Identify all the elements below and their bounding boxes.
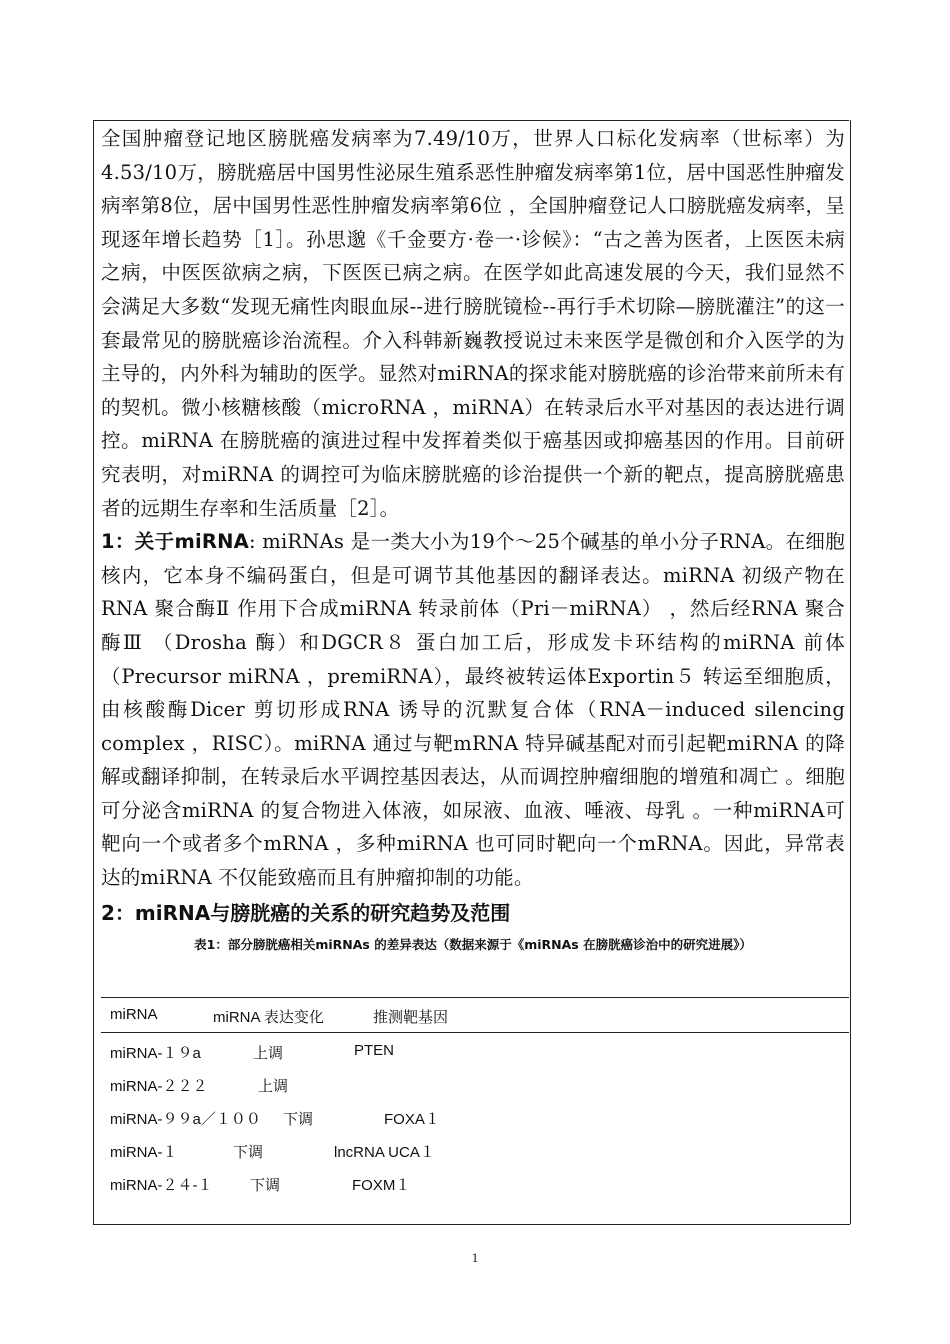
cell-target-gene: lncRNA UCA１ <box>334 1144 435 1161</box>
table-row <box>101 1134 849 1167</box>
header-expression: miRNA 表达变化 <box>213 1009 324 1026</box>
cell-target-gene: PTEN <box>354 1042 395 1059</box>
cell-expression: 下调 <box>283 1111 314 1128</box>
header-target-gene: 推测靶基因 <box>373 1009 449 1026</box>
cell-mirna: miRNA-１ <box>110 1144 178 1161</box>
cell-mirna: miRNA-２２２ <box>110 1078 208 1095</box>
header-mirna: miRNA <box>110 1006 158 1023</box>
cell-mirna: miRNA-２４-１ <box>110 1177 213 1194</box>
cell-expression: 下调 <box>250 1177 281 1194</box>
table-row <box>101 1101 849 1134</box>
cell-mirna: miRNA-１９a <box>110 1045 201 1062</box>
section-1-text: : miRNAs 是一类大小为19个～25个碱基的单小分子RNA。在细胞核内，它本身不编码蛋白，但是可调节其他基因的翻译表达。miRNA 初级产物在RNA 聚合酶Ⅱ 作用下合成miRNA 转录前体（Pri－miRNA） ，然后经RNA 聚合酶Ⅲ （Drosha 酶）和DGCR８ 蛋白加工后，形成发卡环结构的miRNA 前体（Precursor miRNA ，premiRNA），最终被转运体Exportin５ 转运至细胞质，由核酸酶Dicer 剪切形成RNA 诱导的沉默复合体（RNA－induced silencing complex ，RISC）。miRNA 通过与靶mRNA 特异碱基配对而引起靶miRNA 的降解或翻译抑制，在转录后水平调控基因表达，从而调控肿瘤细胞的增殖和凋亡 。细胞可分泌含miRNA 的复合物进入体液，如尿液、血液、唾液、母乳 。一种miRNA可靶向一个或者多个mRNA ，多种miRNA 也可同时靶向一个mRNA。因此，异常表达的miRNA 不仅能致癌而且有肿瘤抑制的功能。 <box>101 530 845 890</box>
table-row <box>101 1068 849 1101</box>
section-2-heading: 2：miRNA与膀胱癌的关系的研究趋势及范围 <box>101 900 511 925</box>
section-1-paragraph <box>101 525 845 895</box>
cell-expression: 下调 <box>233 1144 264 1161</box>
page-bottom-border <box>93 1224 850 1225</box>
cell-mirna: miRNA-９９a／１００ <box>110 1111 261 1128</box>
table-caption: 表1：部分膀胱癌相关miRNAs 的差异表达（数据来源于《miRNAs 在膀胱癌诊治中的研究进展》） <box>194 936 752 952</box>
cell-expression: 上调 <box>258 1078 289 1095</box>
table-row <box>101 1035 849 1068</box>
section-1-label: 1：关于miRNA <box>101 530 249 554</box>
document-body <box>101 122 845 953</box>
mirna-table <box>101 997 849 1200</box>
cell-target-gene: FOXA１ <box>384 1111 440 1128</box>
intro-paragraph: 全国肿瘤登记地区膀胱癌发病率为7.49/10万，世界人口标化发病率（世标率）为4.53/10万，膀胱癌居中国男性泌尿生殖系恶性肿瘤发病率第1位，居中国恶性肿瘤发病率第8位，居中国男性恶性肿瘤发病率第6位 ，全国肿瘤登记人口膀胱癌发病率，呈现逐年增长趋势［1］。孙思邈《千金要方·卷一·诊候》：“古之善为医者，上医医未病之病，中医医欲病之病，下医医已病之病。在医学如此高速发展的今天，我们显然不会满足大多数“发现无痛性肉眼血尿--进行膀胱镜检--再行手术切除—膀胱灌注”的这一套最常见的膀胱癌诊治流程。介入科韩新巍教授说过未来医学是微创和介入医学的为主导的，内外科为辅助的医学。显然对miRNA的探求能对膀胱癌的诊治带来前所未有的契机。微小核糖核酸（microRNA ，miRNA）在转录后水平对基因的表达进行调控。miRNA 在膀胱癌的演进过程中发挥着类似于癌基因或抑癌基因的作用。目前研究表明，对miRNA 的调控可为临床膀胱癌的诊治提供一个新的靶点，提高膀胱癌患者的远期生存率和生活质量［2］。 <box>101 127 845 520</box>
page-number: 1 <box>471 1250 479 1265</box>
table-header-row <box>101 997 849 1033</box>
cell-expression: 上调 <box>253 1045 284 1062</box>
cell-target-gene: FOXM１ <box>352 1177 411 1194</box>
table-row <box>101 1167 849 1200</box>
